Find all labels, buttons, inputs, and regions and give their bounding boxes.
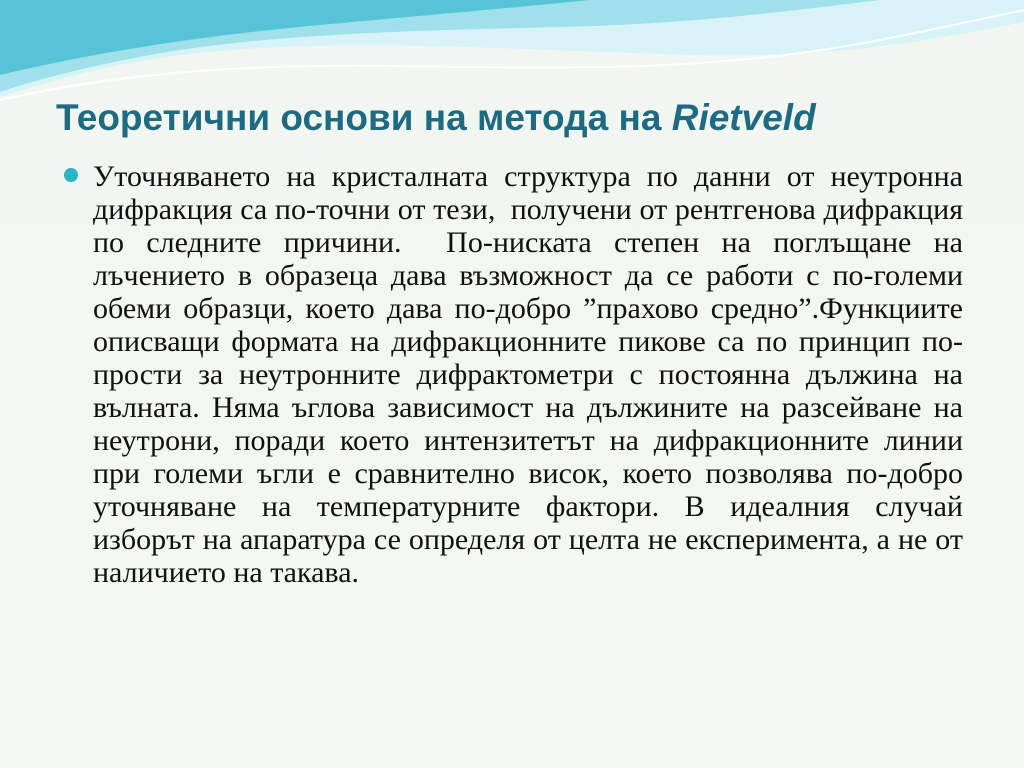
bullet-dot-icon	[64, 168, 78, 182]
slide-title	[56, 92, 996, 144]
title-italic-text: Rietveld	[671, 97, 816, 138]
title-main-text: Теоретични основи на метода на	[56, 97, 672, 138]
bullet-item	[58, 160, 971, 589]
content-area	[58, 160, 971, 589]
bullet-text: Уточняването на кристалната структура по данни от неутронна дифракция са по-точни от тези, получени от рентгенова дифракция по следните причини. По-ниската степен на поглъщане на лъчението в образеца дава възможност да се работи с по-големи обеми образци, което дава по-добро ”прахово средно”.Функциите описващи формата на дифракционните пикове са по принцип по-прости за неутронните дифрактометри с постоянна дължина на вълната. Няма ъглова зависимост на дължините на разсейване на неутрони, поради което интензитетът на дифракционните линии при големи ъгли е сравнително висок, което позволява по-добро уточняване на температурните фактори. В идеалния случай изборът на апаратура се определя от целта не експеримента, а не от наличието на такава.	[93, 160, 971, 589]
